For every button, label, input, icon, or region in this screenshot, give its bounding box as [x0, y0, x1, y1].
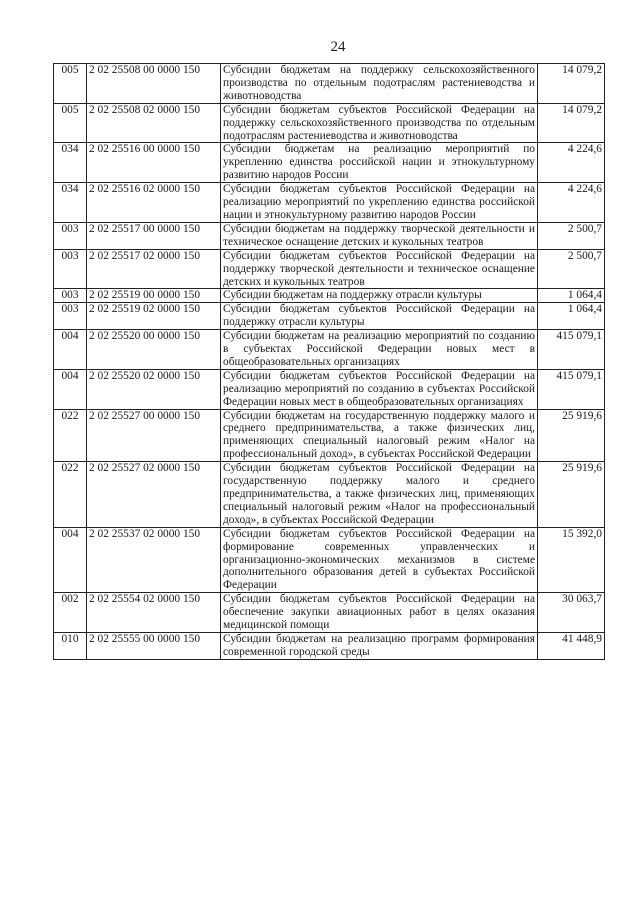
description-cell: Субсидии бюджетам субъектов Российской Федерации на поддержку отрасли культуры [221, 303, 538, 330]
amount-cell: 25 919,6 [538, 462, 605, 528]
table-row [54, 462, 605, 528]
description-cell: Субсидии бюджетам на реализацию мероприятий по укреплению единства российской нации и этнокультурному развитию народов России [221, 143, 538, 183]
table-row [54, 303, 605, 330]
amount-cell: 14 079,2 [538, 103, 605, 143]
kbk-code-cell: 2 02 25516 00 0000 150 [87, 143, 221, 183]
description-cell: Субсидии бюджетам субъектов Российской Федерации на реализацию мероприятий по укреплению единства российской нации и этнокультурному развитию народов России [221, 183, 538, 223]
table-row [54, 64, 605, 104]
budget-table [53, 63, 605, 660]
kbk-code-cell: 2 02 25520 02 0000 150 [87, 369, 221, 409]
kbk-code-cell: 2 02 25554 02 0000 150 [87, 593, 221, 633]
amount-cell: 25 919,6 [538, 409, 605, 462]
kbk-code-cell: 2 02 25555 00 0000 150 [87, 632, 221, 659]
description-cell: Субсидии бюджетам на поддержку сельскохозяйственного производства по отдельным подотраслям растениеводства и животноводства [221, 64, 538, 104]
kbk-code-cell: 2 02 25537 02 0000 150 [87, 527, 221, 593]
table-row [54, 409, 605, 462]
amount-cell: 41 448,9 [538, 632, 605, 659]
admin-code-cell: 003 [54, 289, 87, 303]
admin-code-cell: 034 [54, 183, 87, 223]
table-row [54, 183, 605, 223]
amount-cell: 15 392,0 [538, 527, 605, 593]
table-body [54, 64, 605, 660]
kbk-code-cell: 2 02 25517 00 0000 150 [87, 222, 221, 249]
amount-cell: 1 064,4 [538, 289, 605, 303]
admin-code-cell: 005 [54, 103, 87, 143]
amount-cell: 1 064,4 [538, 303, 605, 330]
page-number: 24 [330, 39, 346, 55]
description-cell: Субсидии бюджетам на государственную поддержку малого и среднего предпринимательства, а также физических лиц, применяющих специальный налоговый режим «Налог на профессиональный доход», в субъектах Российской Федерации [221, 409, 538, 462]
description-cell: Субсидии бюджетам субъектов Российской Федерации на поддержку творческой деятельности и техническое оснащение детских и кукольных театров [221, 249, 538, 289]
description-cell: Субсидии бюджетам субъектов Российской Федерации на обеспечение закупки авиационных работ в целях оказания медицинской помощи [221, 593, 538, 633]
admin-code-cell: 004 [54, 527, 87, 593]
table-row [54, 369, 605, 409]
amount-cell: 2 500,7 [538, 249, 605, 289]
admin-code-cell: 003 [54, 222, 87, 249]
kbk-code-cell: 2 02 25517 02 0000 150 [87, 249, 221, 289]
description-cell: Субсидии бюджетам субъектов Российской Федерации на реализацию мероприятий по созданию в субъектах Российской Федерации новых мест в общеобразовательных организациях [221, 369, 538, 409]
amount-cell: 2 500,7 [538, 222, 605, 249]
description-cell: Субсидии бюджетам на реализацию мероприятий по созданию в субъектах Российской Федерации новых мест в общеобразовательных организациях [221, 330, 538, 370]
table-row [54, 289, 605, 303]
admin-code-cell: 004 [54, 369, 87, 409]
table-row [54, 632, 605, 659]
table-row [54, 103, 605, 143]
kbk-code-cell: 2 02 25519 02 0000 150 [87, 303, 221, 330]
kbk-code-cell: 2 02 25508 02 0000 150 [87, 103, 221, 143]
kbk-code-cell: 2 02 25520 00 0000 150 [87, 330, 221, 370]
description-cell: Субсидии бюджетам на реализацию программ формирования современной городской среды [221, 632, 538, 659]
amount-cell: 415 079,1 [538, 369, 605, 409]
amount-cell: 30 063,7 [538, 593, 605, 633]
admin-code-cell: 002 [54, 593, 87, 633]
admin-code-cell: 005 [54, 64, 87, 104]
description-cell: Субсидии бюджетам субъектов Российской Федерации на поддержку сельскохозяйственного производства по отдельным подотраслям растениеводства и животноводства [221, 103, 538, 143]
kbk-code-cell: 2 02 25527 00 0000 150 [87, 409, 221, 462]
table-row [54, 527, 605, 593]
amount-cell: 4 224,6 [538, 143, 605, 183]
kbk-code-cell: 2 02 25516 02 0000 150 [87, 183, 221, 223]
admin-code-cell: 022 [54, 409, 87, 462]
table-row [54, 330, 605, 370]
amount-cell: 4 224,6 [538, 183, 605, 223]
description-cell: Субсидии бюджетам субъектов Российской Федерации на государственную поддержку малого и среднего предпринимательства, а также физических лиц, применяющих специальный налоговый режим «Налог на профессиональный доход», в субъектах Российской Федерации [221, 462, 538, 528]
description-cell: Субсидии бюджетам субъектов Российской Федерации на формирование современных управленческих и организационно-экономических механизмов в системе дополнительного образования детей в субъектах Российской Федерации [221, 527, 538, 593]
kbk-code-cell: 2 02 25519 00 0000 150 [87, 289, 221, 303]
kbk-code-cell: 2 02 25508 00 0000 150 [87, 64, 221, 104]
table-row [54, 222, 605, 249]
admin-code-cell: 003 [54, 303, 87, 330]
admin-code-cell: 022 [54, 462, 87, 528]
table-row [54, 249, 605, 289]
amount-cell: 415 079,1 [538, 330, 605, 370]
description-cell: Субсидии бюджетам на поддержку творческой деятельности и техническое оснащение детских и кукольных театров [221, 222, 538, 249]
kbk-code-cell: 2 02 25527 02 0000 150 [87, 462, 221, 528]
table-row [54, 143, 605, 183]
admin-code-cell: 010 [54, 632, 87, 659]
table-row [54, 593, 605, 633]
admin-code-cell: 003 [54, 249, 87, 289]
admin-code-cell: 004 [54, 330, 87, 370]
description-cell: Субсидии бюджетам на поддержку отрасли культуры [221, 289, 538, 303]
admin-code-cell: 034 [54, 143, 87, 183]
amount-cell: 14 079,2 [538, 64, 605, 104]
